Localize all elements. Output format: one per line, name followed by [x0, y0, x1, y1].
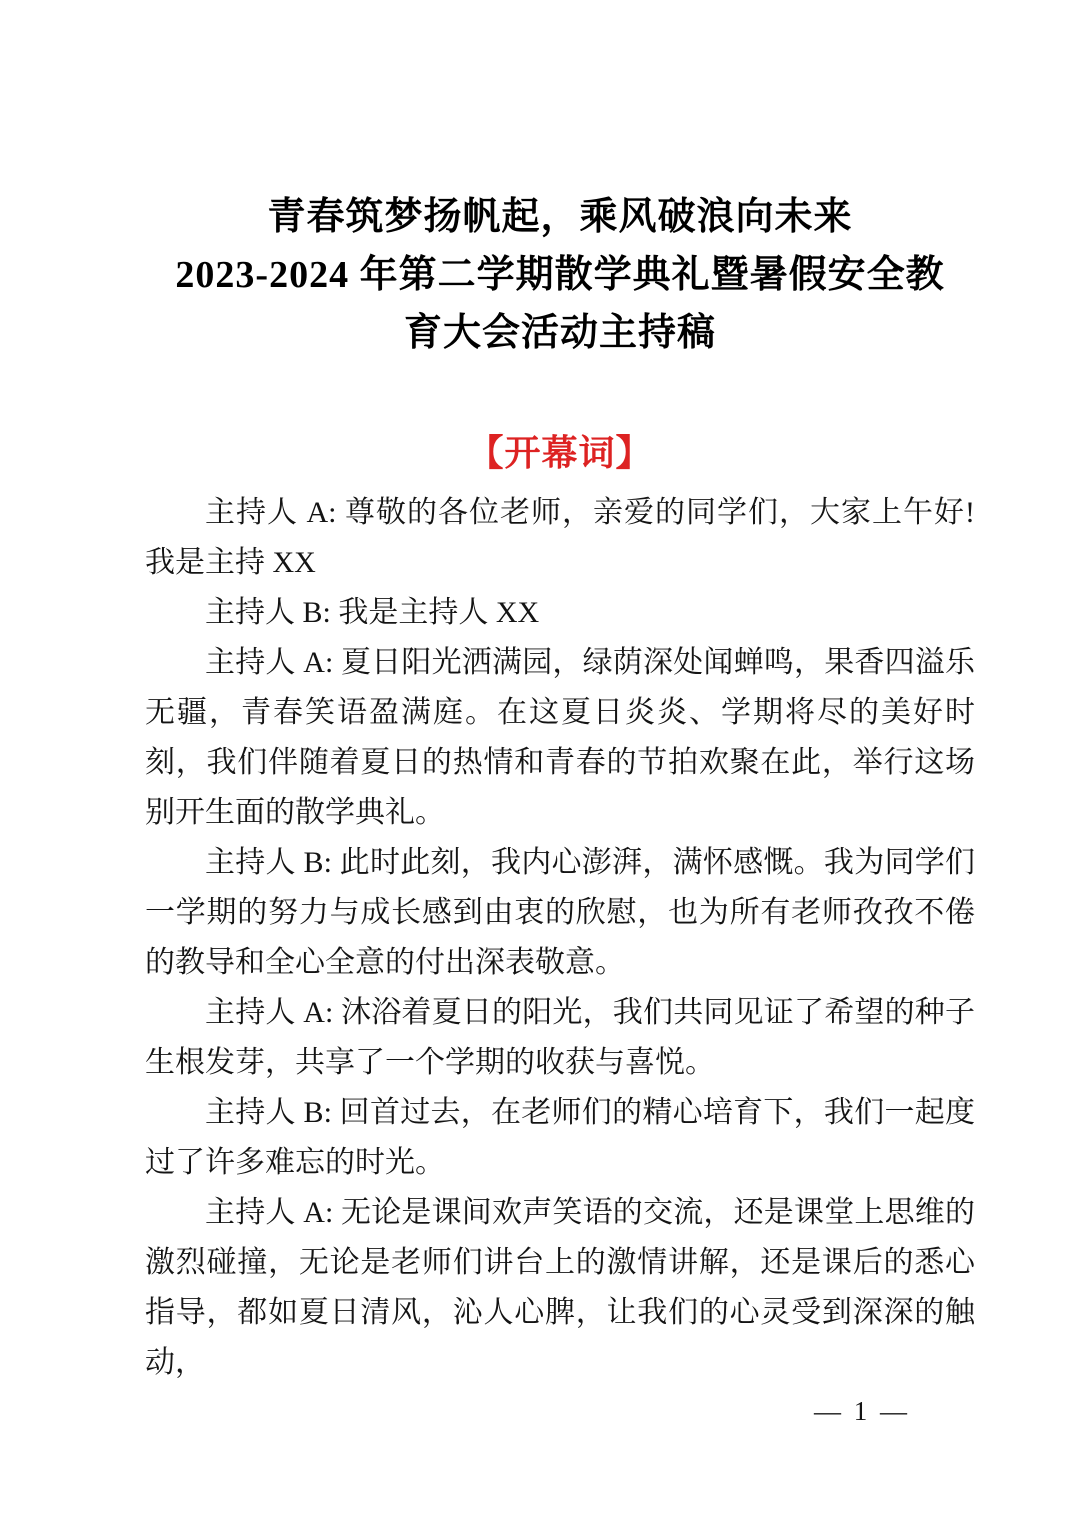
paragraph: 主持人 B: 此时此刻，我内心澎湃，满怀感慨。我为同学们一学期的努力与成长感到由衷的欣慰，也为所有老师孜孜不倦的教导和全心全意的付出深表敬意。	[145, 846, 975, 979]
document-title-line-1: 青春筑梦扬帆起，乘风破浪向未来	[267, 196, 853, 238]
paragraph: 主持人 A: 夏日阳光洒满园，绿荫深处闻蝉鸣，果香四溢乐无疆，青春笑语盈满庭。在这夏日炎炎、学期将尽的美好时刻，我们伴随着夏日的热情和青春的节拍欢聚在此，举行这场别开生面的散学典礼。	[145, 646, 975, 829]
document-body	[145, 488, 975, 1388]
document-title	[145, 188, 975, 362]
paragraph: 主持人 B: 我是主持人 XX	[205, 596, 540, 629]
document-title-line-3: 育大会活动主持稿	[403, 312, 716, 354]
section-heading: 【开幕词】	[467, 433, 653, 473]
document-content	[145, 0, 975, 1388]
paragraph: 主持人 B: 回首过去，在老师们的精心培育下，我们一起度过了许多难忘的时光。	[145, 1096, 975, 1179]
page-number: — 1 —	[814, 1396, 910, 1426]
paragraph: 主持人 A: 沐浴着夏日的阳光，我们共同见证了希望的种子生根发芽，共享了一个学期的收获与喜悦。	[145, 996, 975, 1079]
document-title-line-2: 2023-2024 年第二学期散学典礼暨暑假安全教	[175, 254, 945, 296]
paragraph: 主持人 A: 无论是课间欢声笑语的交流，还是课堂上思维的激烈碰撞，无论是老师们讲台上的激情讲解，还是课后的悉心指导，都如夏日清风，沁人心脾，让我们的心灵受到深深的触动，	[145, 1196, 975, 1379]
paragraph: 主持人 A: 尊敬的各位老师，亲爱的同学们，大家上午好! 我是主持 XX	[145, 496, 975, 579]
